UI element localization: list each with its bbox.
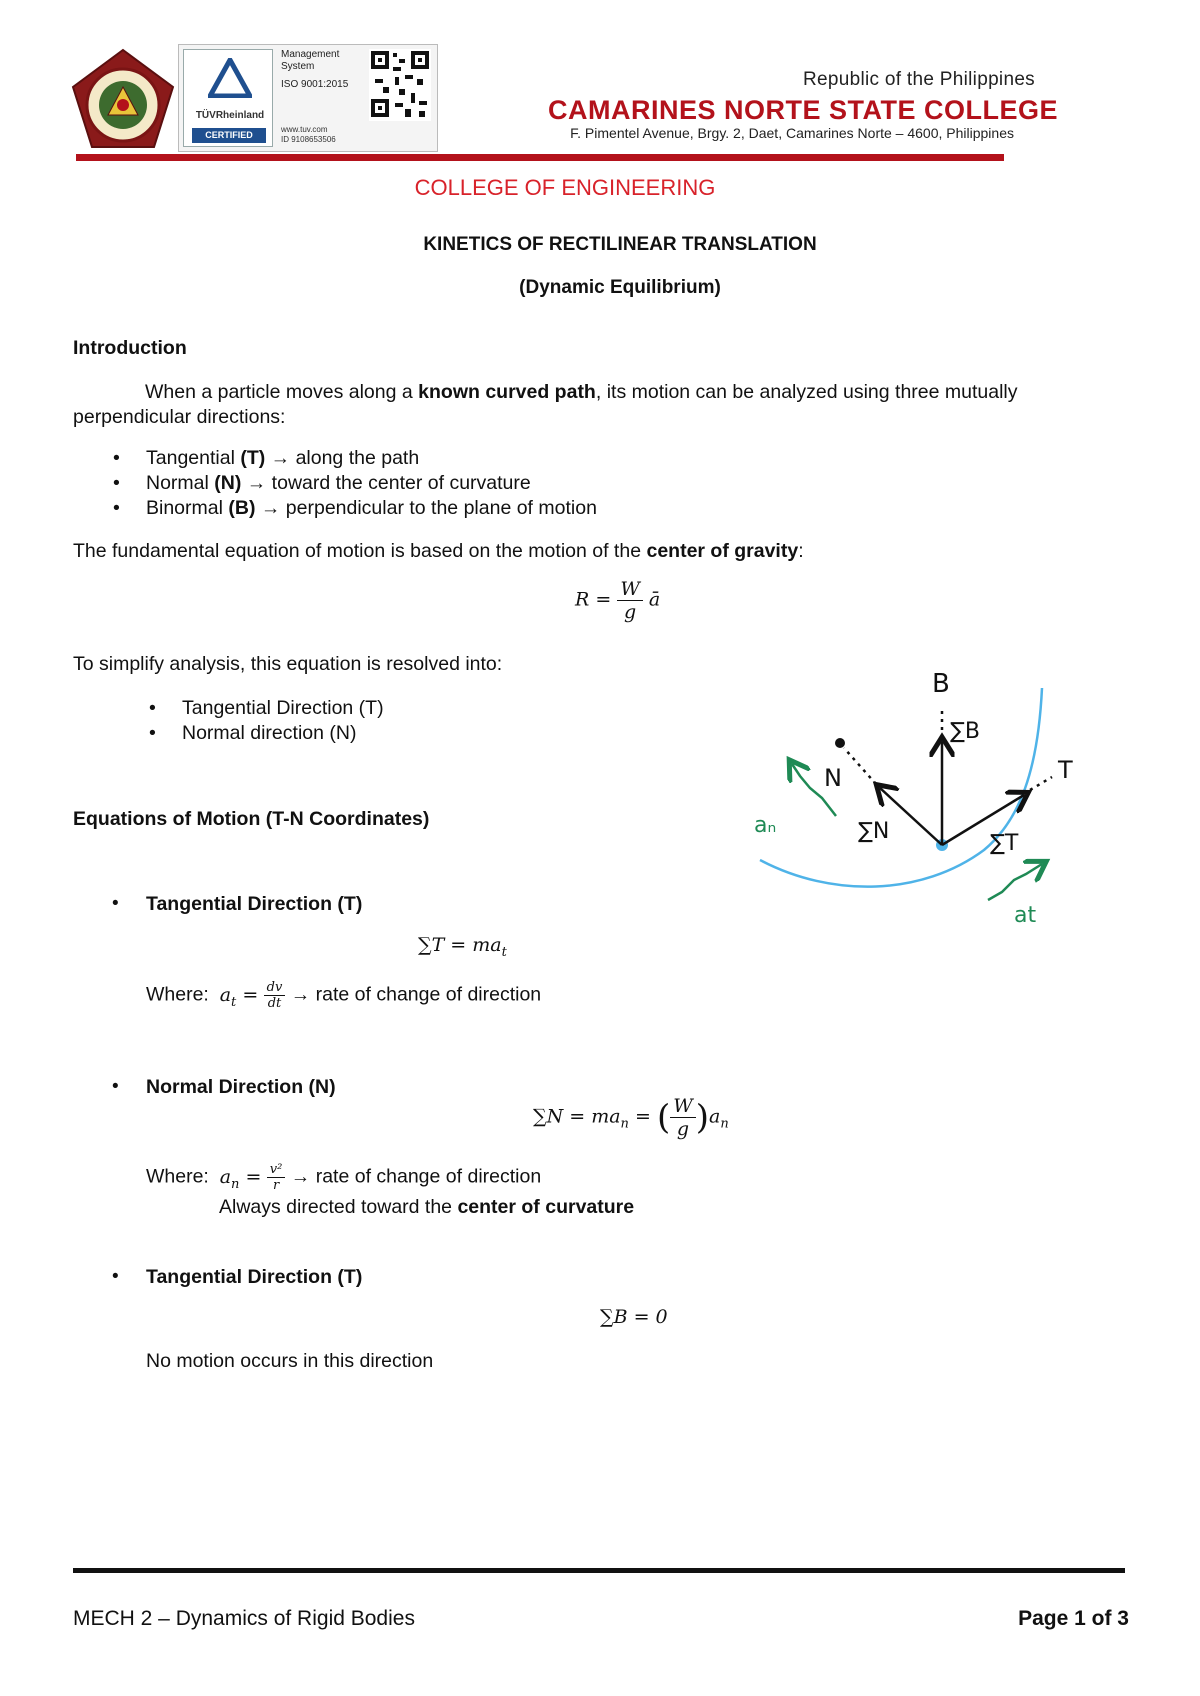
eq-tail-sub: n [720, 1116, 729, 1132]
bullet: • [149, 697, 156, 719]
fund-emphasis: center of gravity [646, 540, 799, 562]
a-sym: a [219, 983, 232, 1006]
note-text: Always directed toward the [219, 1196, 458, 1218]
bullet: • [113, 472, 120, 494]
course-name: MECH 2 – Dynamics of Rigid Bodies [73, 1607, 415, 1630]
eq-tail: a [709, 1105, 721, 1128]
fund-text: The fundamental equation of motion is based on the motion of the [73, 540, 647, 562]
intro-heading: Introduction [73, 337, 187, 359]
document-subtitle: (Dynamic Equilibrium) [519, 277, 721, 298]
where-label: Where: [146, 1165, 209, 1188]
college-seal-logo [70, 47, 176, 153]
component-label: Normal direction (N) [182, 722, 357, 744]
right-paren: ) [695, 1097, 709, 1138]
direction-name: Normal [146, 472, 215, 494]
tangential-equation [418, 934, 507, 960]
frac-den: r [272, 1178, 280, 1193]
where-label: Where: [146, 983, 209, 1006]
bullet: • [113, 447, 120, 469]
eq-body: ∑T = ma [418, 934, 502, 956]
sum-n-arrow [880, 788, 942, 845]
direction-symbol: (B) [228, 497, 256, 519]
direction-symbol: (N) [214, 472, 242, 494]
frac-den: dt [267, 996, 282, 1011]
eom-heading: Equations of Motion (T-N Coordinates) [73, 808, 430, 830]
intro-paragraph [73, 380, 1073, 430]
bullet: • [112, 1076, 119, 1097]
eq-mid: = [634, 1105, 651, 1128]
label-an: aₙ [754, 813, 777, 838]
a-sym: a [219, 1165, 232, 1188]
direction-name: Tangential [146, 447, 241, 469]
fraction-w-over-g [617, 578, 643, 623]
at-symbol [219, 983, 259, 1010]
label-B: B [932, 669, 950, 699]
frac-den: g [676, 1118, 690, 1140]
tuv-brand: TÜVRheinland [195, 110, 265, 121]
management-system-label: Management System [281, 49, 340, 72]
where-desc: → rate of change of direction [290, 1165, 542, 1188]
normal-where [146, 1162, 541, 1193]
page-number: Page 1 of 3 [1018, 1607, 1129, 1630]
where-desc: → rate of change of direction [290, 983, 542, 1006]
qr-code-icon [369, 49, 431, 121]
path-curve [760, 688, 1042, 887]
direction-desc: → perpendicular to the plane of motion [255, 497, 597, 519]
equation-R [575, 578, 660, 623]
eq-lhs: ∑N = ma [533, 1105, 621, 1128]
frac-num: dv [264, 980, 286, 996]
binormal-heading: Tangential Direction (T) [146, 1266, 363, 1288]
tn-coordinates-diagram [752, 660, 1092, 950]
label-sum-B: ∑B [950, 719, 980, 744]
list-item [113, 471, 597, 496]
binormal-equation: ∑B = 0 [600, 1306, 668, 1328]
footer-divider [73, 1568, 1125, 1573]
cert-web-id [281, 125, 336, 145]
intro-text-rest: , its motion can be analyzed using three mutually perpendicular directions: [73, 381, 1018, 428]
tuv-triangle-icon [208, 58, 252, 98]
direction-list [113, 446, 597, 521]
republic-label: Republic of the Philippines [802, 69, 1035, 90]
a-sub: t [231, 994, 237, 1010]
fraction-dv-dt [264, 980, 286, 1011]
college-name: CAMARINES NORTE STATE COLLEGE [547, 95, 1058, 125]
frac-den: g [623, 601, 637, 623]
eq-rhs: ā [648, 588, 661, 611]
cert-id: ID 9108653506 [281, 135, 336, 144]
intro-emphasis: known curved path [418, 381, 596, 403]
a-sub: n [231, 1176, 240, 1192]
tangential-where [146, 980, 541, 1011]
label-sum-T: ∑T [990, 831, 1019, 856]
iso-certification-badge [178, 44, 438, 152]
bullet: • [112, 893, 119, 914]
list-item [113, 496, 597, 521]
department-name: COLLEGE OF ENGINEERING [414, 175, 716, 200]
t-axis-dotted [1030, 777, 1052, 790]
tangential-heading: Tangential Direction (T) [146, 893, 363, 915]
eq-sign: = [245, 1165, 262, 1188]
label-at: at [1014, 903, 1037, 928]
direction-name: Binormal [146, 497, 229, 519]
at-accel-arrow [988, 864, 1042, 900]
component-list [149, 696, 384, 746]
n-axis-dotted [844, 748, 876, 784]
list-item [149, 721, 384, 746]
college-address: F. Pimentel Avenue, Brgy. 2, Daet, Camarines Norte – 4600, Philippines [570, 125, 1014, 141]
fraction-w-over-g [670, 1095, 696, 1140]
label-T: T [1058, 756, 1073, 784]
frac-num: W [617, 578, 643, 601]
intro-text: When a particle moves along a [145, 381, 419, 403]
certified-label: CERTIFIED [192, 128, 266, 143]
eq-lhs: R = [575, 588, 612, 611]
frac-num: v² [267, 1162, 286, 1178]
direction-symbol: (T) [240, 447, 266, 469]
iso-standard: ISO 9001:2015 [281, 79, 349, 90]
cert-website: www.tuv.com [281, 125, 328, 134]
normal-heading: Normal Direction (N) [146, 1076, 336, 1098]
center-of-curvature [835, 738, 845, 748]
fundamental-equation-text [73, 540, 804, 563]
left-paren: ( [656, 1097, 671, 1138]
header-divider [76, 154, 1004, 161]
bullet: • [113, 497, 120, 519]
component-label: Tangential Direction (T) [182, 697, 384, 719]
fund-colon: : [798, 540, 804, 562]
list-item [113, 446, 597, 471]
simplify-text: To simplify analysis, this equation is resolved into: [73, 653, 503, 675]
document-title: KINETICS OF RECTILINEAR TRANSLATION [423, 234, 817, 255]
eq-sign: = [242, 983, 259, 1006]
label-N: N [824, 764, 842, 792]
fraction-v2-over-r [267, 1162, 286, 1193]
frac-num: W [670, 1095, 696, 1118]
bullet: • [149, 722, 156, 744]
eq-sub: t [501, 944, 507, 960]
normal-equation [533, 1095, 729, 1140]
direction-desc: → along the path [265, 447, 420, 469]
normal-note [219, 1196, 634, 1219]
eq-sub: n [620, 1116, 629, 1132]
direction-desc: → toward the center of curvature [241, 472, 531, 494]
note-emphasis: center of curvature [457, 1196, 635, 1218]
tuv-logo-box [183, 49, 273, 147]
an-symbol [219, 1165, 262, 1192]
binormal-note: No motion occurs in this direction [146, 1350, 434, 1372]
bullet: • [112, 1266, 119, 1287]
list-item [149, 696, 384, 721]
label-sum-N: ∑N [858, 819, 890, 844]
